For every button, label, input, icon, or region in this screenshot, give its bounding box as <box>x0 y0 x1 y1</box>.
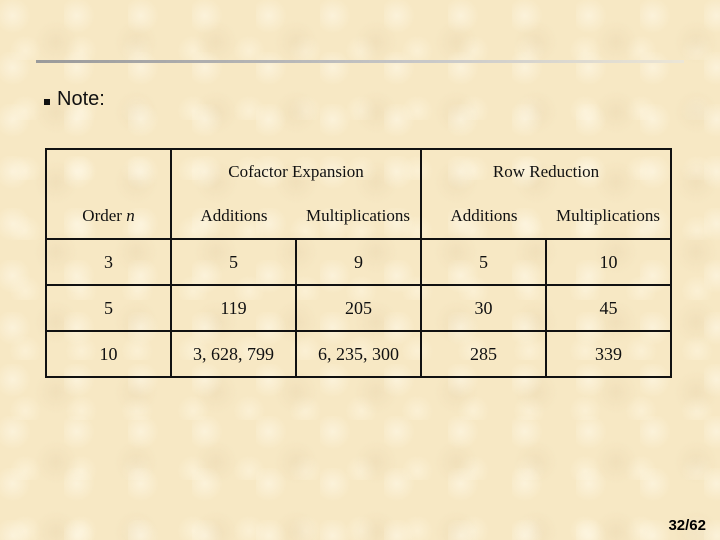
cofactor-expansion-header: Cofactor Expansion <box>171 149 421 194</box>
rowred-multiplications-cell: 45 <box>546 285 671 331</box>
note-bullet-item <box>44 88 105 111</box>
order-cell: 3 <box>46 239 171 285</box>
operation-count-table <box>45 148 672 378</box>
table-sub-header-row <box>46 194 671 239</box>
cofactor-additions-header: Additions <box>171 194 296 239</box>
cofactor-additions-cell: 5 <box>171 239 296 285</box>
cofactor-multiplications-cell: 6, 235, 300 <box>296 331 421 377</box>
cofactor-additions-cell: 3, 628, 799 <box>171 331 296 377</box>
table-corner-cell <box>46 149 171 194</box>
rowred-additions-cell: 5 <box>421 239 546 285</box>
cofactor-multiplications-cell: 205 <box>296 285 421 331</box>
table-row <box>46 331 671 377</box>
rowred-additions-cell: 30 <box>421 285 546 331</box>
table-row <box>46 239 671 285</box>
order-header <box>46 194 171 239</box>
rowred-multiplications-cell: 339 <box>546 331 671 377</box>
order-cell: 10 <box>46 331 171 377</box>
rowred-additions-cell: 285 <box>421 331 546 377</box>
order-header-label: Order <box>82 206 122 225</box>
table-group-header-row <box>46 149 671 194</box>
order-header-variable: n <box>126 206 135 225</box>
page-number: 32/62 <box>668 517 706 534</box>
note-label: Note: <box>57 88 105 110</box>
cofactor-additions-cell: 119 <box>171 285 296 331</box>
row-reduction-header: Row Reduction <box>421 149 671 194</box>
table-row <box>46 285 671 331</box>
title-divider <box>36 60 684 63</box>
rowred-additions-header: Additions <box>421 194 546 239</box>
cofactor-multiplications-cell: 9 <box>296 239 421 285</box>
rowred-multiplications-header: Multiplications <box>546 194 671 239</box>
order-cell: 5 <box>46 285 171 331</box>
rowred-multiplications-cell: 10 <box>546 239 671 285</box>
cofactor-multiplications-header: Multiplications <box>296 194 421 239</box>
square-bullet-icon <box>44 99 50 105</box>
